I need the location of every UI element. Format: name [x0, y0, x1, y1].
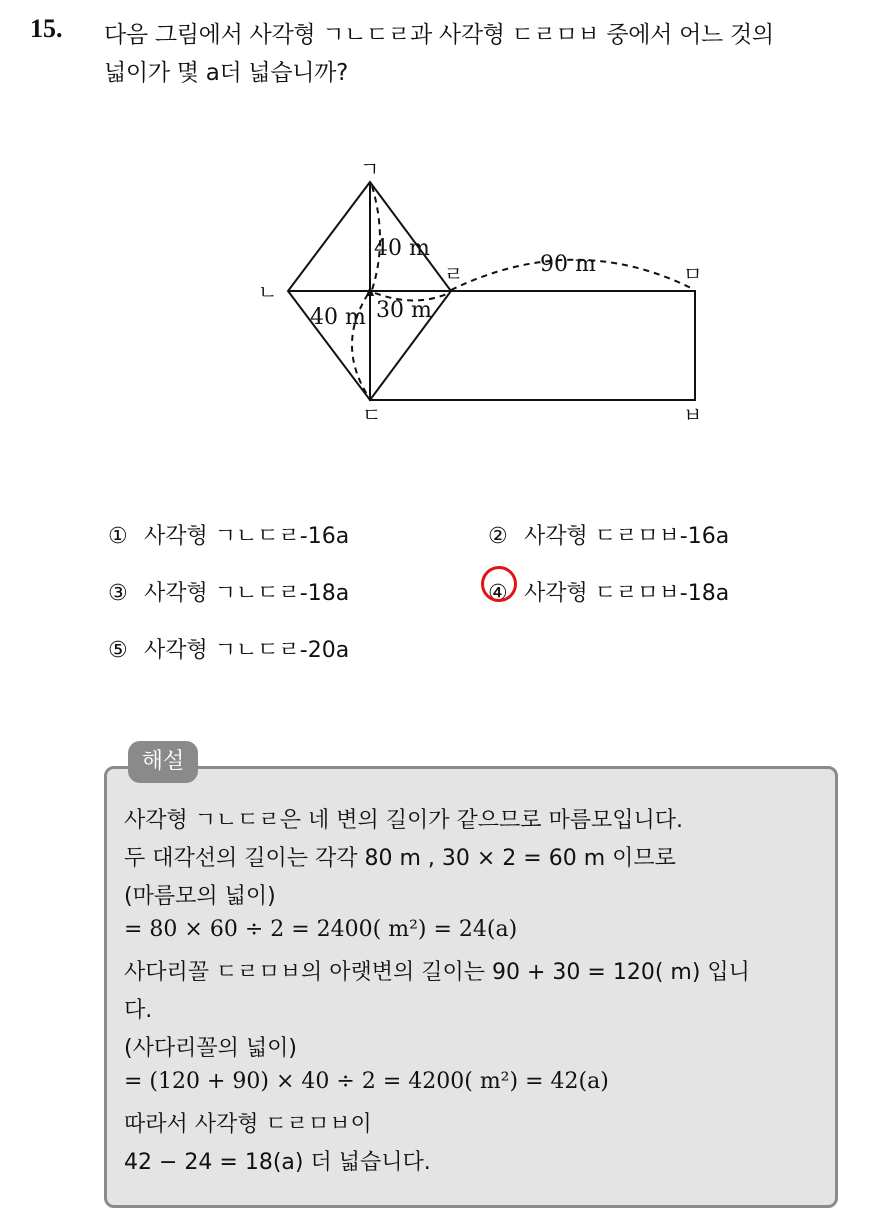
label-m: ㅁ: [683, 262, 703, 286]
choice-1[interactable]: [108, 519, 349, 550]
choice-5-text: 사각형 ㄱㄴㄷㄹ-20a: [144, 638, 350, 663]
question-number: 15.: [30, 14, 63, 43]
choice-2-mark: ②: [488, 524, 508, 549]
solution-line-2: 두 대각선의 길이는 각각 80 m , 30 × 2 = 60 m 이므로: [124, 846, 676, 871]
label-g: ㄱ: [360, 157, 380, 181]
question-text-line-1: 다음 그림에서 사각형 ㄱㄴㄷㄹ과 사각형 ㄷㄹㅁㅂ 중에서 어느 것의: [104, 22, 774, 48]
solution-line-7: (사다리꼴의 넓이): [124, 1036, 297, 1061]
solution-line-3: (마름모의 넓이): [124, 884, 276, 909]
solution-line-1: 사각형 ㄱㄴㄷㄹ은 네 변의 길이가 같으므로 마름모입니다.: [124, 808, 684, 833]
label-b: ㅂ: [683, 403, 703, 427]
choice-4-mark: ④: [488, 581, 508, 606]
choice-1-text: 사각형 ㄱㄴㄷㄹ-16a: [144, 524, 350, 549]
label-d: ㄷ: [362, 403, 382, 427]
solution-line-6: 다.: [124, 998, 153, 1023]
question-text-line-2: 넓이가 몇 a더 넓습니까?: [104, 60, 348, 86]
solution-line-9: 따라서 사각형 ㄷㄹㅁㅂ이: [124, 1112, 372, 1137]
solution-line-8: = (120 + 90) × 40 ÷ 2 = 4200( m²) = 42(a): [124, 1069, 609, 1094]
dim-label-left: 40 m: [310, 305, 366, 330]
choice-2-text: 사각형 ㄷㄹㅁㅂ-16a: [524, 524, 730, 549]
solution-tag: 해설: [128, 741, 198, 783]
dim-label-arc: 90 m: [540, 252, 596, 277]
choice-1-mark: ①: [108, 524, 128, 549]
selected-answer-circle: [481, 566, 517, 602]
choice-2[interactable]: [488, 519, 729, 550]
choice-4[interactable]: [488, 576, 729, 607]
geometry-figure: [0, 0, 884, 480]
label-n: ㄴ: [258, 280, 278, 304]
solution-line-10: 42 − 24 = 18(a) 더 넓습니다.: [124, 1150, 431, 1175]
choice-3[interactable]: [108, 576, 349, 607]
dim-label-top: 40 m: [374, 236, 430, 261]
choice-3-mark: ③: [108, 581, 128, 606]
dim-label-right: 30 m: [376, 298, 432, 323]
solution-line-4: = 80 × 60 ÷ 2 = 2400( m²) = 24(a): [124, 917, 518, 942]
solution-line-5: 사다리꼴 ㄷㄹㅁㅂ의 아랫변의 길이는 90 + 30 = 120( m) 입니: [124, 960, 750, 985]
choice-5[interactable]: [108, 633, 349, 664]
label-r: ㄹ: [444, 262, 464, 286]
choice-5-mark: ⑤: [108, 638, 128, 663]
choice-4-text: 사각형 ㄷㄹㅁㅂ-18a: [524, 581, 730, 606]
choice-3-text: 사각형 ㄱㄴㄷㄹ-18a: [144, 581, 350, 606]
